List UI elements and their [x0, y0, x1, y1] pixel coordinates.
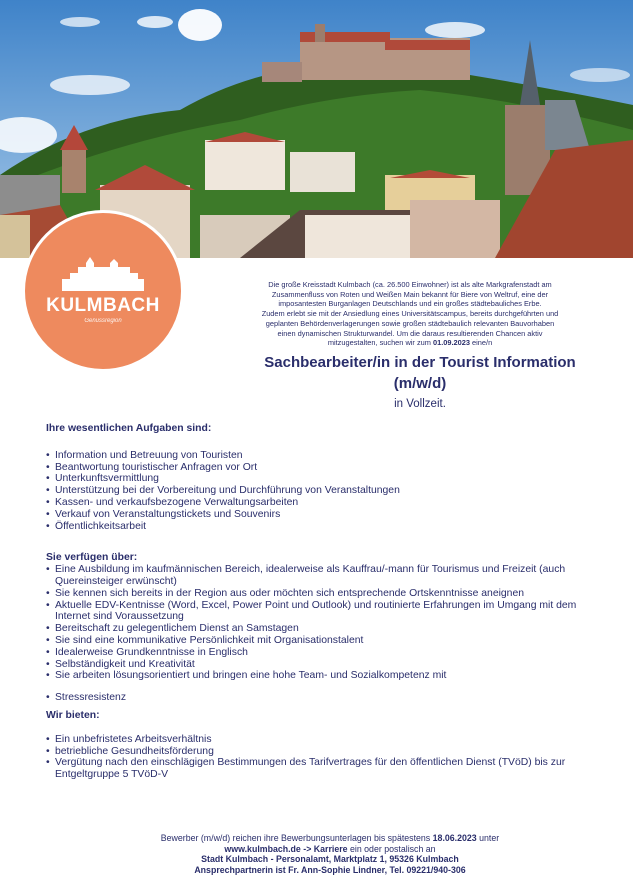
intro-line [190, 338, 630, 348]
requirements-heading: Sie verfügen über: [46, 552, 138, 564]
footer-line [90, 844, 570, 855]
application-footer [90, 833, 570, 875]
list-item: • Unterkunftsvermittlung [46, 473, 601, 485]
castle-icon [60, 253, 146, 293]
list-item: • Sie sind eine kommunikative Persönlichkeit mit Organisationstalent [46, 635, 601, 647]
list-item: • Sie arbeiten lösungsorientiert und bringen eine hohe Team- und Sozialkompetenz mit [46, 670, 601, 682]
footer-line [90, 833, 570, 844]
requirements-extra-list [46, 692, 601, 704]
intro-line: Zusammenfluss von Roten und Weißen Main bekannt für Biere von Weltruf, eine der [271, 289, 549, 299]
job-content [46, 423, 601, 781]
intro-line: einen dynamischen Strukturwandel. Um die daraus resultierenden Chancen aktiv [277, 328, 543, 338]
list-item: • Kassen- und verkaufsbezogene Verwaltungsarbeiten [46, 497, 601, 509]
deadline-date: 18.06.2023 [432, 833, 477, 843]
contact-person: Ansprechpartnerin ist Fr. Ann-Sophie Lindner, Tel. 09221/940-306 [194, 864, 466, 875]
requirements-list [46, 564, 601, 682]
list-item: • Aktuelle EDV-Kentnisse (Word, Excel, Power Point und Outlook) und routinierte Erfahrungen im Umgang mit dem Internet sind Voraussetzung [46, 600, 601, 624]
footer-text: ein oder postalisch an [349, 843, 436, 854]
job-title: Sachbearbeiter/in in der Tourist Information [264, 354, 576, 371]
list-item: • Öffentlichkeitsarbeit [46, 521, 601, 533]
list-item: • Information und Betreuung von Touristen [46, 450, 601, 462]
offer-list [46, 734, 601, 781]
intro-paragraph [190, 280, 630, 348]
tasks-list [46, 450, 601, 533]
intro-text: eine/n [472, 338, 493, 348]
list-item: • Stressresistenz [46, 692, 601, 704]
footer-line [90, 854, 570, 865]
footer-line [90, 865, 570, 876]
start-date: 01.09.2023 [432, 338, 470, 348]
career-link[interactable]: www.kulmbach.de -> Karriere [224, 843, 348, 854]
intro-text: mitzugestalten, suchen wir zum [327, 338, 431, 348]
list-item: • betriebliche Gesundheitsförderung [46, 746, 601, 758]
list-item: • Selbständigkeit und Kreativität [46, 659, 601, 671]
list-item: • Eine Ausbildung im kaufmännischen Bereich, idealerweise als Kauffrau/-mann für Tourismus und Freizeit (auch Quereinsteiger erwünscht) [46, 564, 601, 588]
postal-address: Stadt Kulmbach - Personalamt, Marktplatz 1, 95326 Kulmbach [201, 854, 459, 865]
list-item: • Unterstützung bei der Vorbereitung und Durchführung von Veranstaltungen [46, 485, 601, 497]
list-item: • Vergütung nach den einschlägigen Bestimmungen des Tarifvertrages für den öffentlichen Dienst (TVöD) bis zur Entgeltgruppe 5 TVöD-V [46, 757, 601, 781]
list-item: • Bereitschaft zu gelegentlichem Dienst an Samstagen [46, 623, 601, 635]
job-type: in Vollzeit. [394, 398, 446, 410]
footer-text: unter [479, 833, 500, 843]
list-item: • Beantwortung touristischer Anfragen vor Ort [46, 462, 601, 474]
job-title-block [250, 353, 590, 413]
list-item: • Verkauf von Veranstaltungstickets und Souvenirs [46, 509, 601, 521]
footer-text: Bewerber (m/w/d) reichen ihre Bewerbungsunterlagen bis spätestens [160, 833, 431, 843]
intro-line: Die große Kreisstadt Kulmbach (ca. 26.500 Einwohner) ist als alte Markgrafenstadt am [268, 280, 552, 289]
kulmbach-logo [22, 210, 184, 372]
list-item: • Ein unbefristetes Arbeitsverhältnis [46, 734, 601, 746]
intro-line: Zudem erlebt sie mit der Ansiedlung eines Universitätscampus, bereits durchgeführten und [261, 309, 559, 319]
logo-wordmark: KULMBACH [46, 294, 160, 316]
intro-line: geplanten Behördenverlagerungen sowie großen städtebaulich relevanten Bauvorhaben [265, 318, 555, 328]
list-item: • Idealerweise Grundkenntnisse in Englisch [46, 647, 601, 659]
offer-heading: Wir bieten: [46, 709, 100, 721]
list-item: • Sie kennen sich bereits in der Region aus oder möchten sich entsprechende Ortskenntnisse aneignen [46, 588, 601, 600]
intro-line: imposantesten Burganlagen Deutschlands und ein großes städtebauliches Erbe. [278, 299, 542, 309]
logo-tagline: Genussregion [84, 317, 122, 324]
job-gender: (m/w/d) [393, 375, 447, 392]
tasks-heading: Ihre wesentlichen Aufgaben sind: [46, 423, 212, 434]
